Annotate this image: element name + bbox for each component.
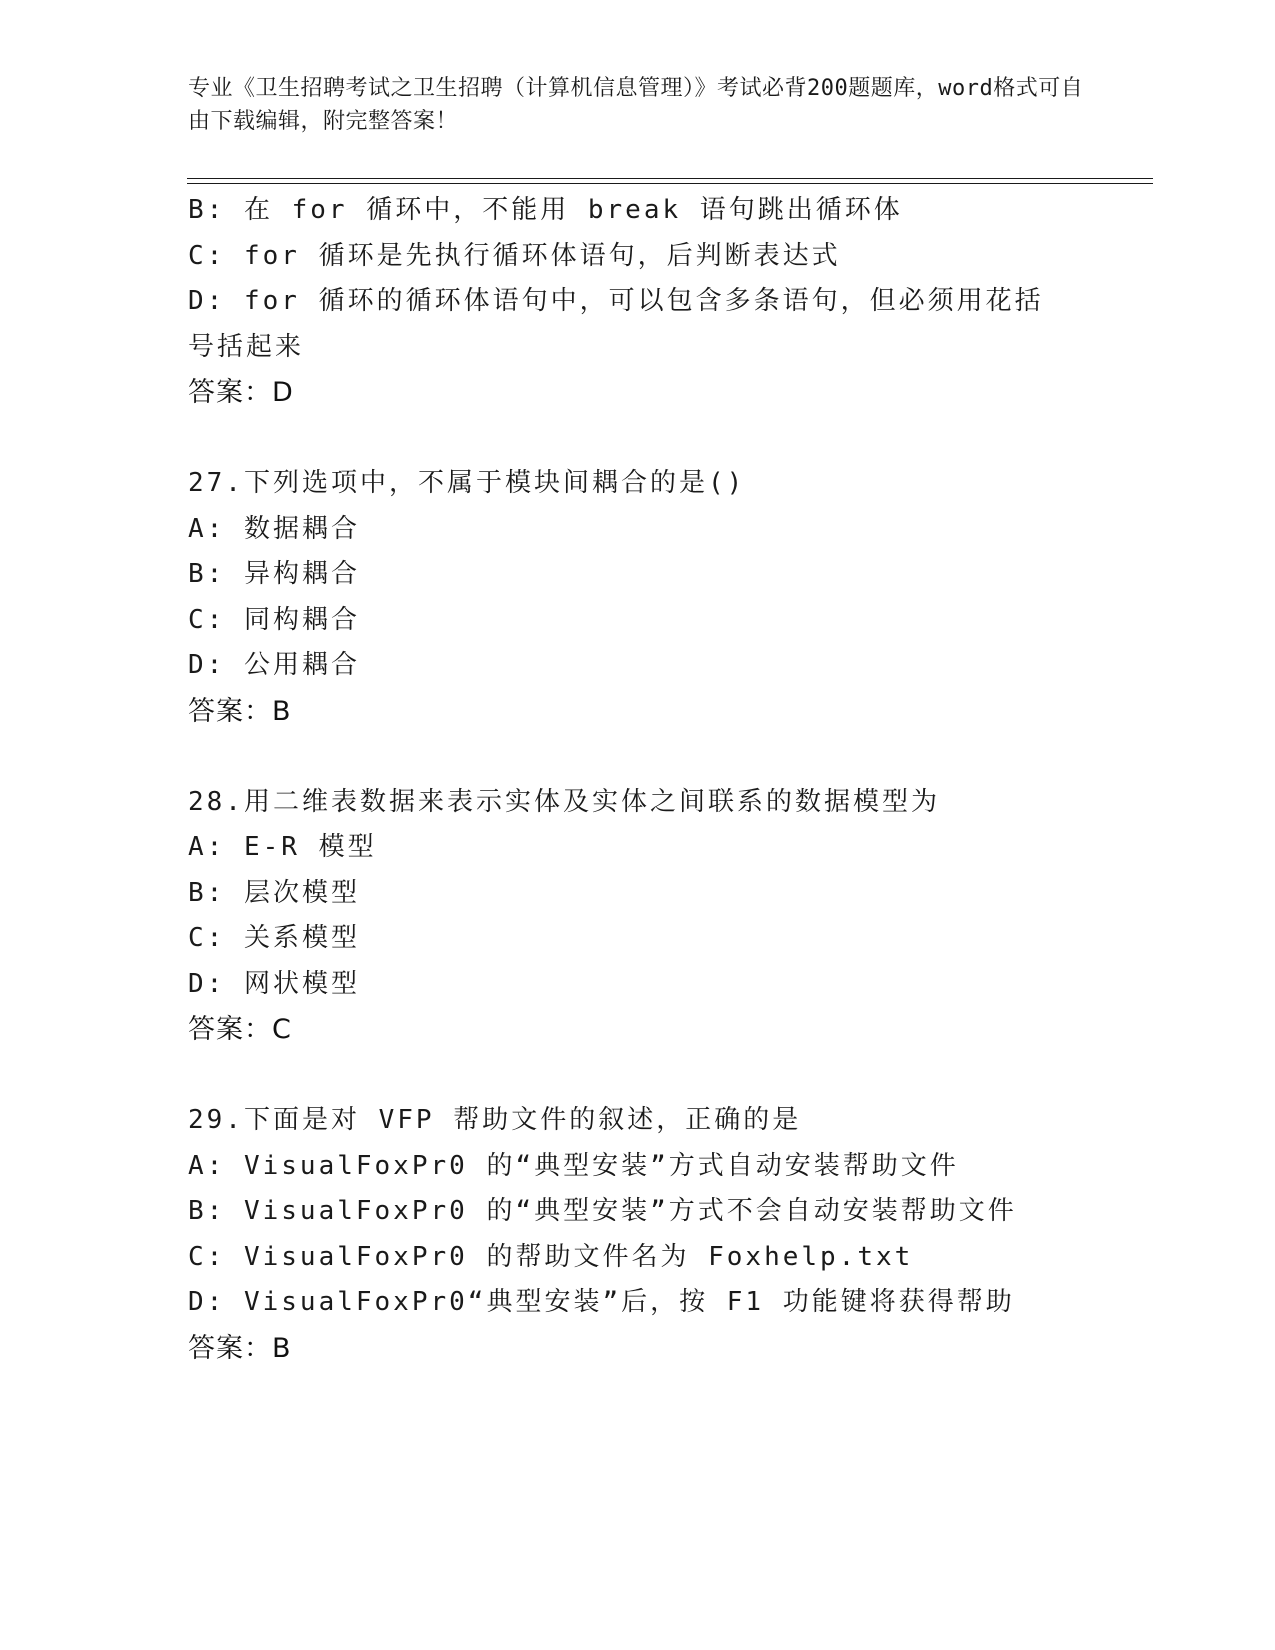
question-27 — [188, 461, 1148, 734]
spacer — [188, 734, 1148, 780]
question-29 — [188, 1098, 1148, 1371]
option-c: C: 关系模型 — [188, 923, 360, 953]
option-b: B: 异构耦合 — [188, 559, 360, 589]
option-b: B: 层次模型 — [188, 877, 360, 908]
answer-label: 答案：B — [188, 695, 292, 727]
document-header: 专业《卫生招聘考试之卫生招聘（计算机信息管理）》考试必背200题题库，word格式可自由下载编辑，附完整答案！ — [188, 76, 1084, 134]
option-d: D: 公用耦合 — [188, 650, 360, 680]
option-a: A: VisualFoxPr0 的“典型安装”方式自动安装帮助文件 — [188, 1150, 959, 1181]
answer-label: 答案：B — [188, 1332, 292, 1364]
question-26-continued — [188, 188, 1148, 416]
question-stem: 29.下面是对 VFP 帮助文件的叙述，正确的是 — [188, 1105, 802, 1135]
spacer — [188, 416, 1148, 462]
option-d: D: for 循环的循环体语句中，可以包含多条语句，但必须用花括号括起来 — [188, 286, 1044, 362]
option-c: C: 同构耦合 — [188, 604, 360, 635]
option-c: C: for 循环是先执行循环体语句，后判断表达式 — [188, 240, 841, 271]
option-d: D: VisualFoxPr0“典型安装”后，按 F1 功能键将获得帮助 — [188, 1287, 1015, 1317]
question-stem: 27.下列选项中，不属于模块间耦合的是() — [188, 468, 746, 498]
spacer — [188, 1053, 1148, 1099]
answer-label: 答案：D — [188, 377, 294, 408]
option-a: A: E-R 模型 — [188, 832, 377, 862]
question-list — [188, 188, 1148, 1371]
question-stem: 28.用二维表数据来表示实体及实体之间联系的数据模型为 — [188, 786, 940, 817]
header-divider-top — [187, 178, 1153, 179]
header-divider-bottom — [187, 183, 1153, 184]
option-b: B: 在 for 循环中，不能用 break 语句跳出循环体 — [188, 195, 903, 225]
option-b: B: VisualFoxPr0 的“典型安装”方式不会自动安装帮助文件 — [188, 1196, 1017, 1226]
question-28 — [188, 780, 1148, 1053]
answer-label: 答案：C — [188, 1014, 292, 1045]
option-d: D: 网状模型 — [188, 968, 360, 999]
option-c: C: VisualFoxPr0 的帮助文件名为 Foxhelp.txt — [188, 1241, 914, 1272]
option-a: A: 数据耦合 — [188, 513, 360, 544]
